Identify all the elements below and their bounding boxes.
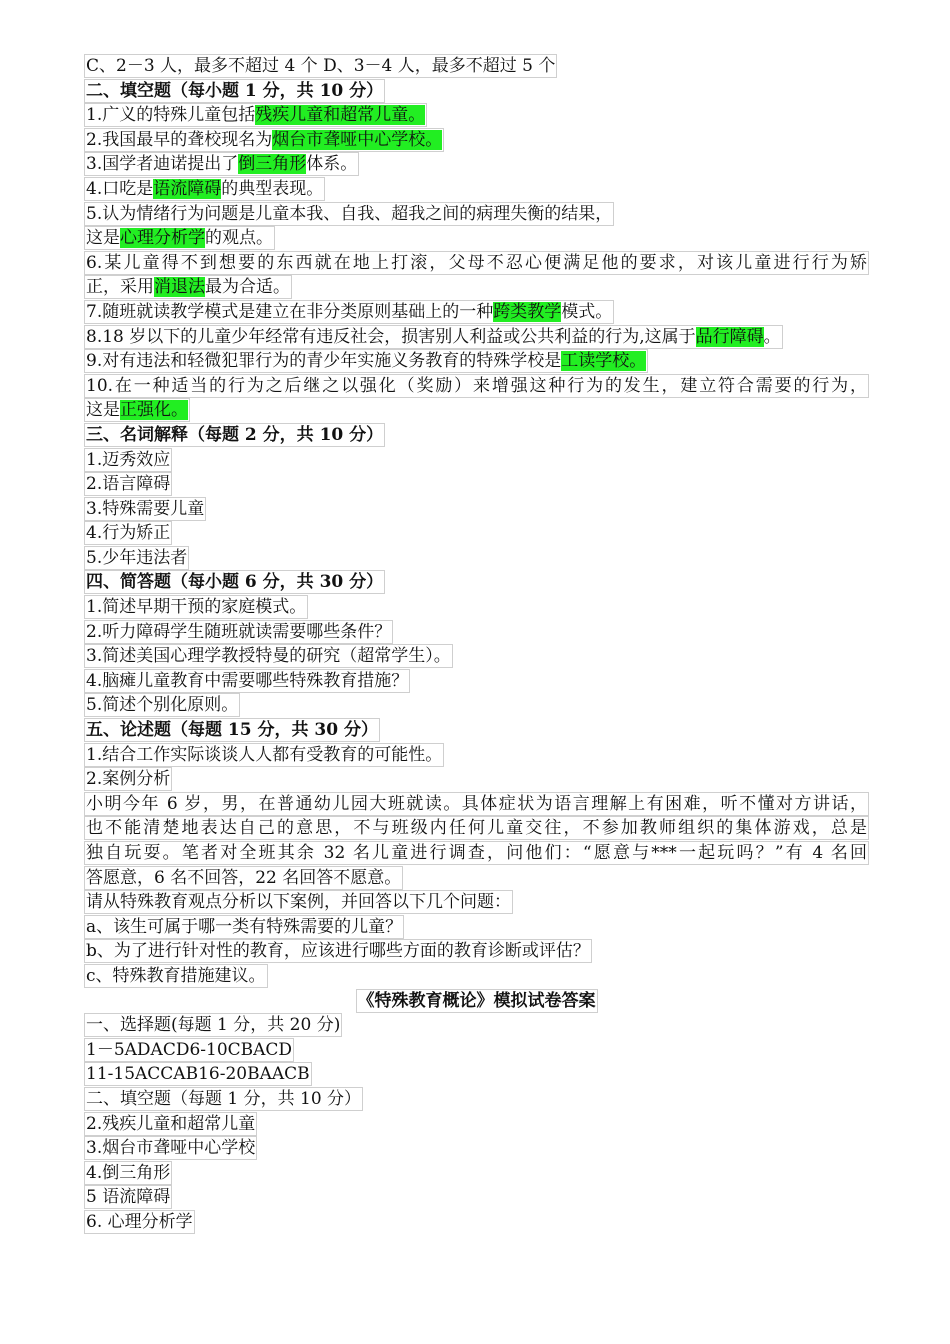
answer-highlight: 烟台市聋哑中心学校。 — [272, 129, 443, 150]
question-text-after: 。 — [763, 326, 781, 347]
answer-line — [84, 1185, 869, 1210]
answer-line — [84, 1112, 869, 1137]
question-text: 4.口吃是 — [86, 178, 154, 199]
answer-highlight: 正强化。 — [120, 400, 188, 421]
question-line — [84, 620, 869, 645]
answer-text: 4.倒三角形 — [86, 1162, 171, 1183]
question-line — [84, 669, 869, 694]
question-line — [84, 497, 869, 522]
exam-document — [84, 54, 869, 1235]
case-paragraph-line — [84, 816, 869, 841]
answer-text: 11-15ACCAB16-20BAACB — [86, 1064, 310, 1085]
case-text: 也不能清楚地表达自己的意思，不与班级内任何儿童交往，不参加教师组织的集体游戏，总是 — [86, 818, 867, 839]
case-text: 答愿意，6 名不回答，22 名回答不愿意。 — [86, 867, 402, 888]
question-line — [84, 349, 869, 374]
question-text: 8.18 岁以下的儿童少年经常有违反社会，损害别人利益或公共利益的行为,这属于 — [86, 326, 696, 347]
question-line — [84, 251, 869, 276]
question-text: 5.少年违法者 — [86, 547, 188, 568]
answer-text: 3.烟台市聋哑中心学校 — [86, 1138, 256, 1159]
section-title: 二、填空题（每小题 1 分，共 10 分） — [86, 80, 384, 101]
answer-highlight: 残疾儿童和超常儿童。 — [255, 105, 426, 126]
answer-text: 二、填空题（每题 1 分，共 10 分） — [86, 1088, 362, 1109]
question-line — [84, 177, 869, 202]
question-line — [84, 275, 869, 300]
question-text: 10.在一种适当的行为之后继之以强化（奖励）来增强这种行为的发生，建立符合需要的行为， — [86, 375, 867, 396]
question-text: 2.我国最早的聋校现名为 — [86, 129, 273, 150]
answer-text: 1－5ADACD6-10CBACD — [86, 1039, 293, 1060]
question-text: 4.行为矫正 — [86, 523, 171, 544]
question-text: 1.结合工作实际谈谈人人都有受教育的可能性。 — [86, 744, 443, 765]
question-text: 2.听力障碍学生随班就读需要哪些条件？ — [86, 621, 392, 642]
answer-line — [84, 1087, 869, 1112]
question-text: 6.某儿童得不到想要的东西就在地上打滚，父母不忍心便满足他的要求，对该儿童进行行为矫 — [86, 252, 867, 273]
question-text-after: 的观点。 — [205, 228, 273, 249]
answer-line — [84, 1136, 869, 1161]
section-heading — [84, 423, 869, 448]
question-line — [84, 325, 869, 350]
answer-highlight: 品行障碍 — [695, 326, 764, 347]
answer-highlight: 语流障碍 — [153, 178, 222, 199]
question-line — [84, 521, 869, 546]
answer-line — [84, 1161, 869, 1186]
question-text: 1.迈秀效应 — [86, 449, 171, 470]
answer-highlight: 跨类教学 — [493, 301, 562, 322]
question-text: 3.简述美国心理学教授特曼的研究（超常学生）。 — [86, 646, 451, 667]
answer-highlight: 心理分析学 — [120, 228, 205, 249]
line-text: C、2－3 人，最多不超过 4 个 D、3－4 人，最多不超过 5 个 — [86, 56, 556, 76]
question-line — [84, 939, 869, 964]
question-text-after: 最为合适。 — [205, 277, 290, 298]
question-line — [84, 964, 869, 989]
question-line — [84, 128, 869, 153]
question-text: 5.认为情绪行为问题是儿童本我、自我、超我之间的病理失衡的结果， — [86, 203, 613, 224]
question-text: 1.广义的特殊儿童包括 — [86, 105, 256, 126]
question-text: 3.特殊需要儿童 — [86, 498, 205, 519]
question-line — [84, 202, 869, 227]
answer-line — [84, 1062, 869, 1087]
case-text: 小明今年 6 岁，男，在普通幼儿园大班就读。具体症状为语言理解上有困难，听不懂对方讲话， — [86, 793, 867, 814]
question-text: a、该生可属于哪一类有特殊需要的儿童？ — [86, 916, 403, 937]
question-line — [84, 546, 869, 571]
answer-text: 5 语流障碍 — [86, 1187, 171, 1208]
question-text-after: 模式。 — [561, 301, 613, 322]
answer-key-title: 《特殊教育概论》模拟试卷答案 — [357, 990, 596, 1011]
answer-text: 6. 心理分析学 — [86, 1211, 193, 1232]
question-line — [84, 226, 869, 251]
question-line — [84, 890, 869, 915]
question-text: 这是 — [86, 400, 120, 421]
answer-text: 2.残疾儿童和超常儿童 — [86, 1113, 256, 1134]
case-paragraph-line — [84, 792, 869, 817]
question-text-after: 体系。 — [306, 154, 358, 175]
question-text: 请从特殊教育观点分析以下案例，并回答以下几个问题： — [86, 892, 511, 913]
question-line — [84, 54, 869, 79]
question-line — [84, 595, 869, 620]
question-text: 正，采用 — [86, 277, 154, 298]
answer-highlight: 消退法 — [154, 277, 205, 298]
case-text: 独自玩耍。笔者对全班其余 32 名儿童进行调查，问他们：“愿意与***一起玩吗？”有 4 名回 — [86, 843, 867, 863]
section-heading — [84, 718, 869, 743]
question-line — [84, 743, 869, 768]
question-text: c、特殊教育措施建议。 — [86, 965, 266, 986]
case-paragraph-line — [84, 841, 869, 866]
case-paragraph-line — [84, 866, 869, 891]
question-line — [84, 767, 869, 792]
answer-highlight: 倒三角形 — [238, 154, 307, 175]
answer-key-title-line — [84, 989, 869, 1014]
section-title: 四、简答题（每小题 6 分，共 30 分） — [86, 572, 384, 593]
question-text: 5.简述个别化原则。 — [86, 695, 239, 716]
question-line — [84, 448, 869, 473]
answer-line — [84, 1038, 869, 1063]
question-line — [84, 103, 869, 128]
question-line — [84, 693, 869, 718]
question-text: 2.语言障碍 — [86, 474, 171, 495]
question-line — [84, 915, 869, 940]
question-text: 4.脑瘫儿童教育中需要哪些特殊教育措施？ — [86, 670, 409, 691]
question-text: 9.对有违法和轻微犯罪行为的青少年实施义务教育的特殊学校是 — [86, 351, 562, 372]
question-line — [84, 374, 869, 399]
answer-line — [84, 1210, 869, 1235]
question-text: b、为了进行针对性的教育，应该进行哪些方面的教育诊断或评估？ — [86, 941, 590, 962]
question-text: 2.案例分析 — [86, 769, 171, 790]
section-heading — [84, 570, 869, 595]
question-text: 1.简述早期干预的家庭模式。 — [86, 597, 307, 618]
section-title: 五、论述题（每题 15 分，共 30 分） — [86, 720, 378, 741]
question-text: 3.国学者迪诺提出了 — [86, 154, 239, 175]
answer-text: 一、选择题(每题 1 分，共 20 分) — [86, 1015, 341, 1036]
question-line — [84, 472, 869, 497]
question-line — [84, 398, 869, 423]
question-line — [84, 300, 869, 325]
answer-highlight: 工读学校。 — [561, 351, 647, 372]
section-title: 三、名词解释（每题 2 分，共 10 分） — [86, 424, 384, 445]
answer-line — [84, 1013, 869, 1038]
question-line — [84, 644, 869, 669]
section-heading — [84, 79, 869, 104]
question-line — [84, 152, 869, 177]
question-text-after: 的典型表现。 — [221, 178, 324, 199]
question-text: 这是 — [86, 228, 120, 249]
question-text: 7.随班就读教学模式是建立在非分类原则基础上的一种 — [86, 301, 494, 322]
